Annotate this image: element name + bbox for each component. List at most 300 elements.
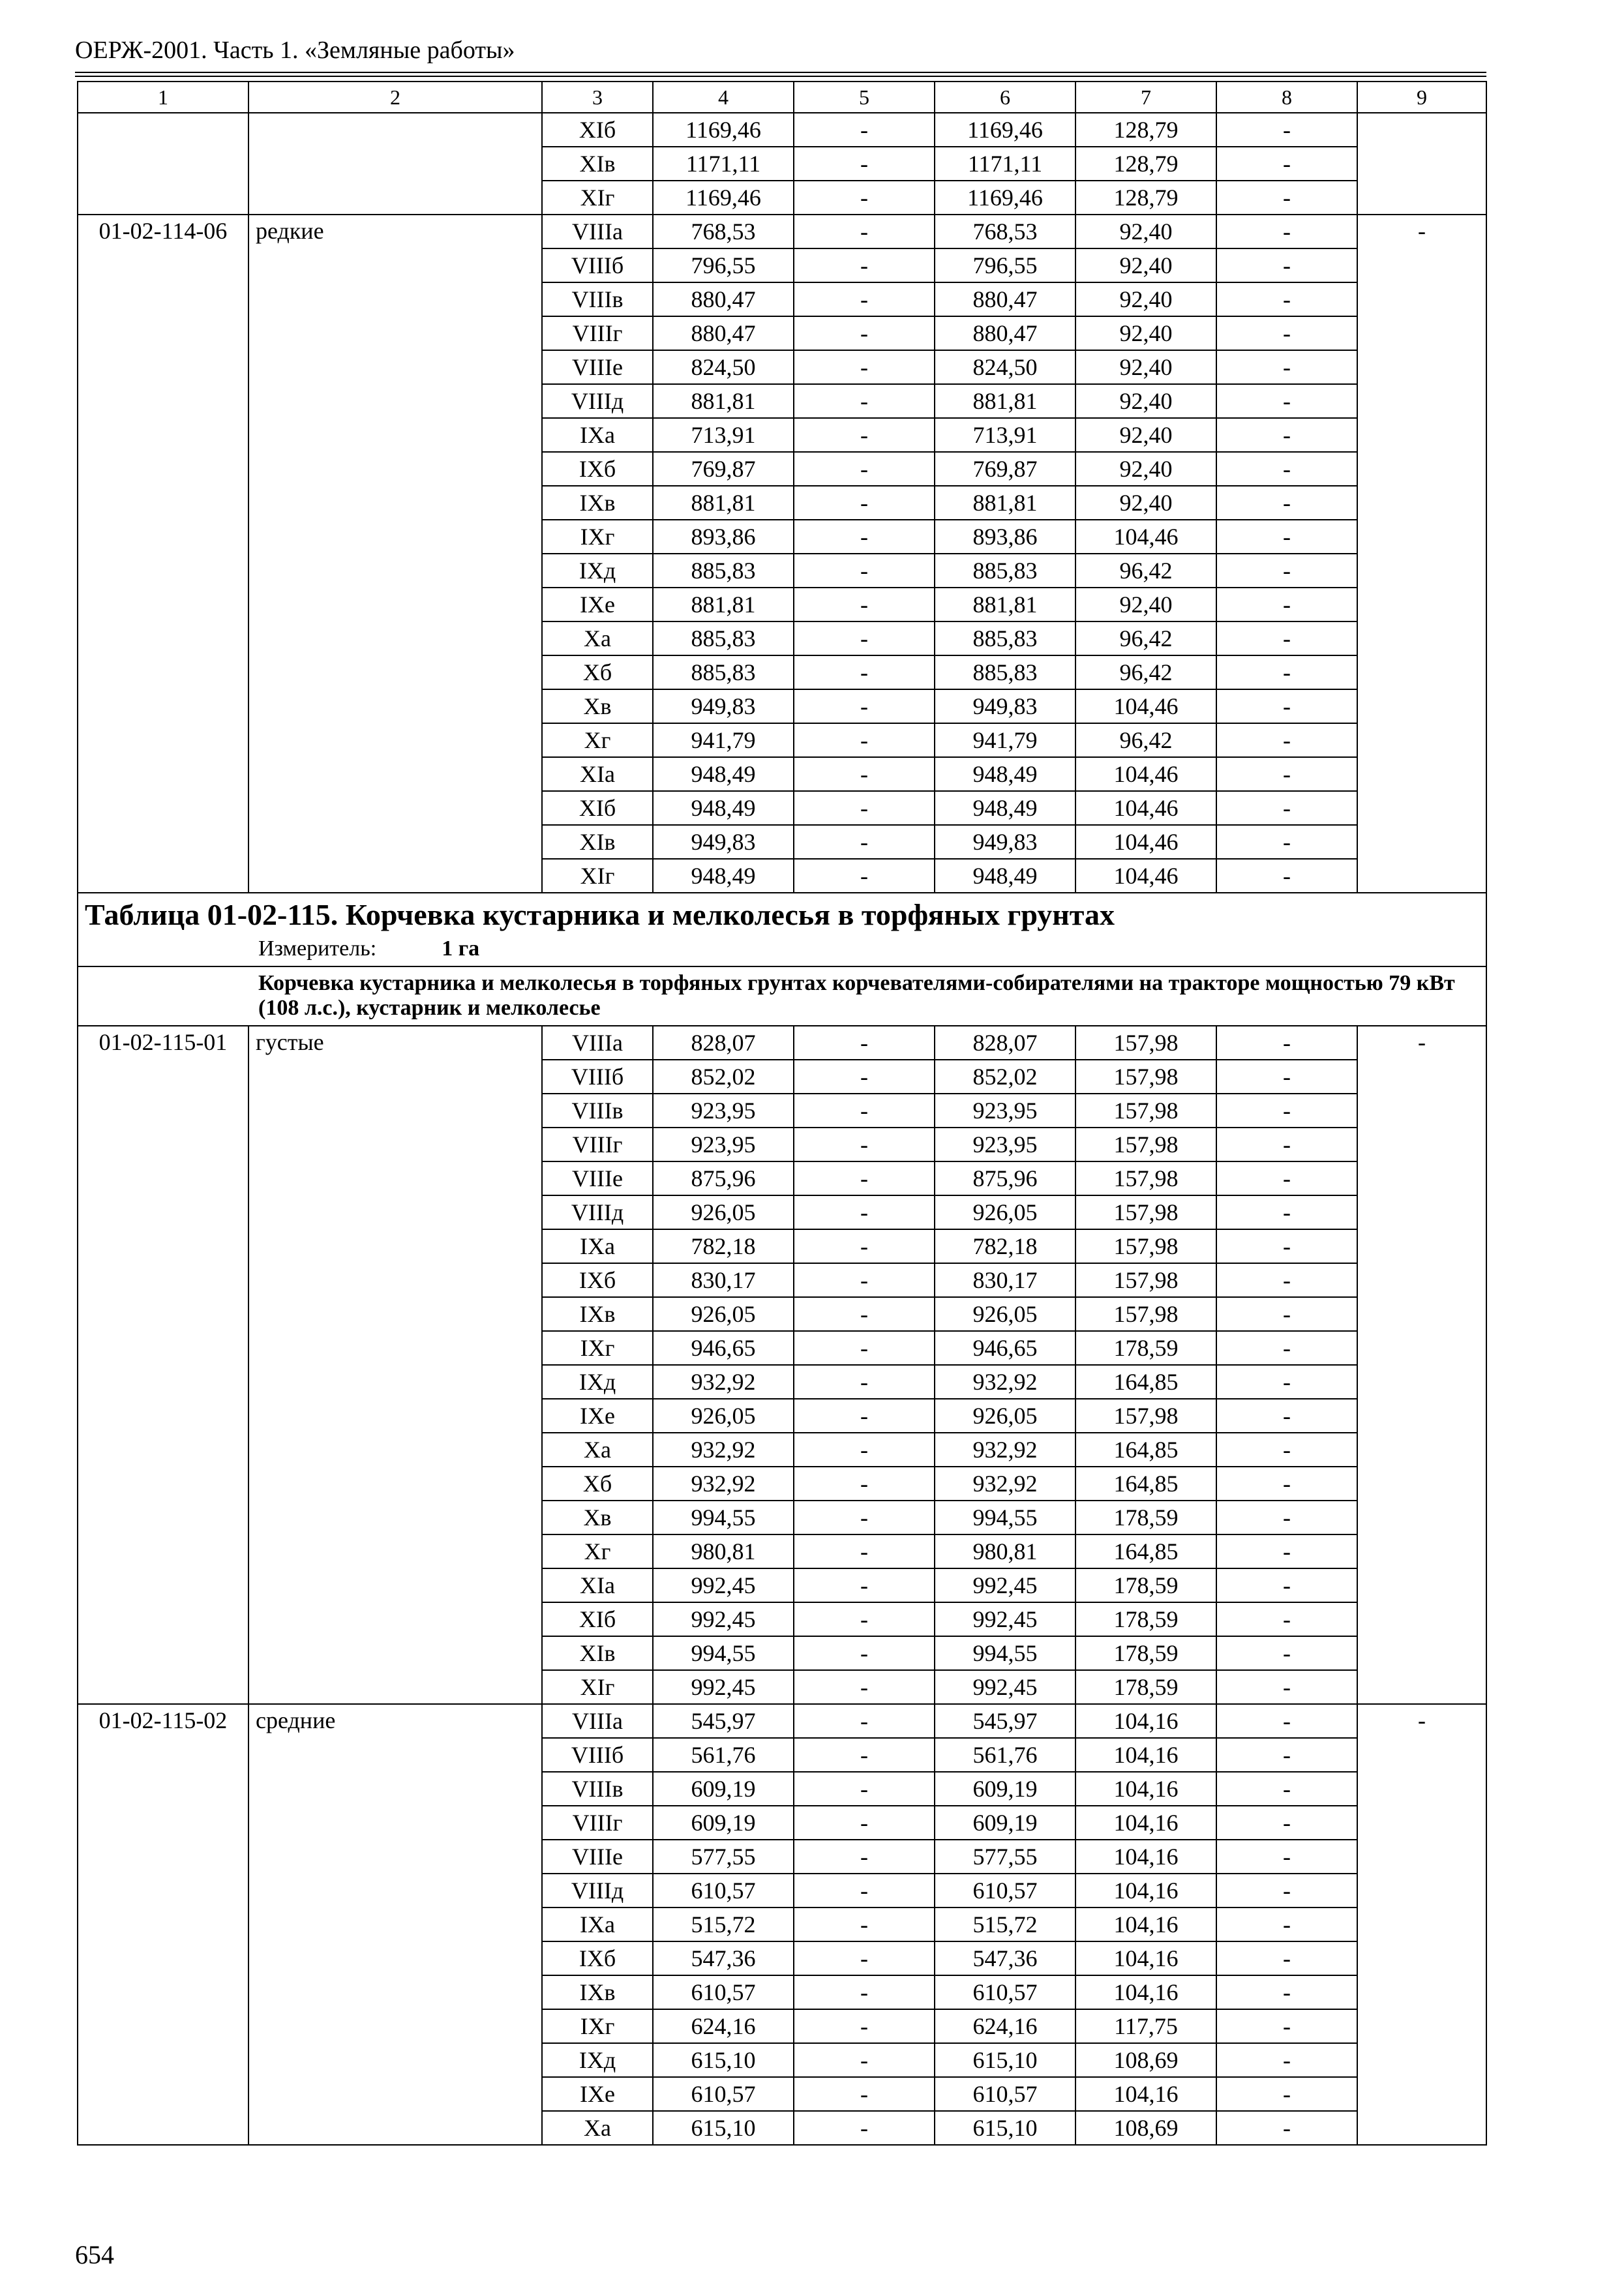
value-cell: 104,46 <box>1075 689 1216 723</box>
value-cell: 545,97 <box>653 1704 794 1738</box>
soil-category-cell: Xа <box>542 1433 653 1467</box>
soil-category-cell: IXа <box>542 1908 653 1941</box>
soil-category-cell: VIIIг <box>542 316 653 350</box>
value-cell: - <box>794 1738 935 1772</box>
soil-category-cell: VIIIе <box>542 1161 653 1195</box>
value-cell: - <box>1216 1738 1357 1772</box>
value-cell: 561,76 <box>653 1738 794 1772</box>
soil-category-cell: VIIIг <box>542 1128 653 1161</box>
soil-category-cell: VIIIб <box>542 1060 653 1094</box>
value-cell: 948,49 <box>935 757 1075 791</box>
value-cell: 609,19 <box>935 1772 1075 1806</box>
value-cell: - <box>794 1161 935 1195</box>
item-name <box>248 113 542 215</box>
value-cell: - <box>794 757 935 791</box>
value-cell: 769,87 <box>653 452 794 486</box>
value-cell: - <box>1216 1534 1357 1568</box>
value-cell: 104,46 <box>1075 791 1216 825</box>
value-cell: - <box>794 1874 935 1908</box>
value-cell: - <box>1216 825 1357 859</box>
value-cell: 992,45 <box>935 1568 1075 1602</box>
value-cell: 609,19 <box>653 1806 794 1840</box>
value-cell: 926,05 <box>653 1399 794 1433</box>
value-cell <box>1357 113 1486 215</box>
soil-category-cell: IXд <box>542 554 653 588</box>
value-cell: - <box>794 588 935 621</box>
value-cell: 178,59 <box>1075 1670 1216 1704</box>
value-cell: 610,57 <box>935 1975 1075 2009</box>
value-cell: - <box>1357 215 1486 893</box>
value-cell: - <box>794 1433 935 1467</box>
value-cell: 769,87 <box>935 452 1075 486</box>
soil-category-cell: XIг <box>542 181 653 215</box>
value-cell: - <box>794 689 935 723</box>
value-cell: - <box>1216 1941 1357 1975</box>
column-number: 6 <box>935 82 1075 113</box>
value-cell: - <box>1216 621 1357 655</box>
value-cell: - <box>1216 1670 1357 1704</box>
value-cell: 881,81 <box>935 588 1075 621</box>
value-cell: - <box>1216 1026 1357 1060</box>
value-cell: - <box>1216 554 1357 588</box>
value-cell: 926,05 <box>935 1195 1075 1229</box>
value-cell: 610,57 <box>653 1975 794 2009</box>
value-cell: 561,76 <box>935 1738 1075 1772</box>
table-title: Таблица 01-02-115. Корчевка кустарника и мелколесья в торфяных грунтах <box>85 898 1115 931</box>
value-cell: 104,46 <box>1075 757 1216 791</box>
value-cell: - <box>794 520 935 554</box>
item-code <box>78 113 248 215</box>
value-cell: 117,75 <box>1075 2009 1216 2043</box>
value-cell: 157,98 <box>1075 1195 1216 1229</box>
value-cell: - <box>1216 689 1357 723</box>
value-cell: - <box>1216 1772 1357 1806</box>
meter-label: Измеритель: <box>258 936 377 961</box>
value-cell: 880,47 <box>935 282 1075 316</box>
table-row <box>78 113 1486 147</box>
soil-category-cell: XIв <box>542 1636 653 1670</box>
value-cell: 104,16 <box>1075 1874 1216 1908</box>
table-row <box>78 215 1486 248</box>
value-cell: - <box>794 452 935 486</box>
value-cell: 923,95 <box>653 1128 794 1161</box>
value-cell: - <box>794 1704 935 1738</box>
value-cell: 992,45 <box>653 1670 794 1704</box>
value-cell: 104,16 <box>1075 1840 1216 1874</box>
value-cell: - <box>1216 350 1357 384</box>
value-cell: - <box>794 384 935 418</box>
value-cell: 609,19 <box>653 1772 794 1806</box>
value-cell: 609,19 <box>935 1806 1075 1840</box>
value-cell: 932,92 <box>935 1467 1075 1501</box>
soil-category-cell: XIа <box>542 757 653 791</box>
value-cell: 157,98 <box>1075 1026 1216 1060</box>
value-cell: - <box>1216 588 1357 621</box>
value-cell: - <box>1216 452 1357 486</box>
value-cell: 932,92 <box>935 1365 1075 1399</box>
value-cell: 178,59 <box>1075 1568 1216 1602</box>
soil-category-cell: IXа <box>542 418 653 452</box>
value-cell: 948,49 <box>653 859 794 893</box>
value-cell: - <box>794 181 935 215</box>
value-cell: - <box>1357 1026 1486 1704</box>
value-cell: - <box>794 859 935 893</box>
item-name: средние <box>248 1704 542 2145</box>
value-cell: - <box>1216 2043 1357 2077</box>
value-cell: 923,95 <box>653 1094 794 1128</box>
value-cell: - <box>794 621 935 655</box>
value-cell: 852,02 <box>653 1060 794 1094</box>
value-cell: - <box>794 1094 935 1128</box>
soil-category-cell: VIIIа <box>542 215 653 248</box>
soil-category-cell: IXб <box>542 1263 653 1297</box>
value-cell: 824,50 <box>935 350 1075 384</box>
value-cell: 949,83 <box>653 689 794 723</box>
value-cell: 104,16 <box>1075 1738 1216 1772</box>
value-cell: 932,92 <box>935 1433 1075 1467</box>
value-cell: 1169,46 <box>653 181 794 215</box>
value-cell: 577,55 <box>935 1840 1075 1874</box>
value-cell: 881,81 <box>935 486 1075 520</box>
value-cell: 824,50 <box>653 350 794 384</box>
value-cell: 949,83 <box>935 825 1075 859</box>
soil-category-cell: VIIIв <box>542 282 653 316</box>
value-cell: 881,81 <box>653 384 794 418</box>
value-cell: 624,16 <box>935 2009 1075 2043</box>
value-cell: 980,81 <box>935 1534 1075 1568</box>
value-cell: - <box>794 486 935 520</box>
item-name: густые <box>248 1026 542 1704</box>
value-cell: 104,16 <box>1075 1772 1216 1806</box>
value-cell: - <box>1216 1229 1357 1263</box>
value-cell: 104,16 <box>1075 1806 1216 1840</box>
value-cell: - <box>794 248 935 282</box>
value-cell: - <box>1216 1094 1357 1128</box>
value-cell: - <box>1216 1501 1357 1534</box>
value-cell: - <box>794 2111 935 2145</box>
value-cell: - <box>794 350 935 384</box>
value-cell: 980,81 <box>653 1534 794 1568</box>
value-cell: 624,16 <box>653 2009 794 2043</box>
value-cell: 875,96 <box>935 1161 1075 1195</box>
value-cell: 923,95 <box>935 1094 1075 1128</box>
value-cell: 615,10 <box>935 2111 1075 2145</box>
soil-category-cell: IXб <box>542 452 653 486</box>
value-cell: 104,46 <box>1075 859 1216 893</box>
value-cell: - <box>1216 655 1357 689</box>
value-cell: 949,83 <box>935 689 1075 723</box>
soil-category-cell: XIв <box>542 147 653 181</box>
item-code: 01-02-114-06 <box>78 215 248 893</box>
soil-category-cell: Xа <box>542 2111 653 2145</box>
value-cell: 949,83 <box>653 825 794 859</box>
value-cell: - <box>1216 316 1357 350</box>
soil-category-cell: VIIIд <box>542 384 653 418</box>
value-cell: - <box>794 1501 935 1534</box>
value-cell: - <box>1216 520 1357 554</box>
soil-category-cell: IXг <box>542 1331 653 1365</box>
table-body <box>78 82 1486 2145</box>
soil-category-cell: VIIIв <box>542 1094 653 1128</box>
value-cell: - <box>1216 1331 1357 1365</box>
value-cell: - <box>1216 384 1357 418</box>
table-section-header <box>78 893 1486 966</box>
soil-category-cell: Xг <box>542 1534 653 1568</box>
value-cell: 926,05 <box>935 1297 1075 1331</box>
value-cell: - <box>1216 282 1357 316</box>
value-cell: 828,07 <box>935 1026 1075 1060</box>
value-cell: - <box>1216 1399 1357 1433</box>
value-cell: 1169,46 <box>935 181 1075 215</box>
value-cell: - <box>794 2009 935 2043</box>
value-cell: 615,10 <box>653 2043 794 2077</box>
value-cell: - <box>794 1908 935 1941</box>
soil-category-cell: VIIIа <box>542 1704 653 1738</box>
soil-category-cell: XIа <box>542 1568 653 1602</box>
value-cell: 885,83 <box>935 554 1075 588</box>
value-cell: 932,92 <box>653 1433 794 1467</box>
value-cell: 994,55 <box>653 1636 794 1670</box>
value-cell: 926,05 <box>935 1399 1075 1433</box>
soil-category-cell: VIIIе <box>542 350 653 384</box>
value-cell: 92,40 <box>1075 316 1216 350</box>
value-cell: 610,57 <box>935 1874 1075 1908</box>
value-cell: 796,55 <box>653 248 794 282</box>
value-cell: - <box>1216 1568 1357 1602</box>
value-cell: 108,69 <box>1075 2111 1216 2145</box>
soil-category-cell: XIв <box>542 825 653 859</box>
value-cell: 828,07 <box>653 1026 794 1060</box>
soil-category-cell: VIIIд <box>542 1874 653 1908</box>
value-cell: - <box>794 282 935 316</box>
value-cell: 880,47 <box>935 316 1075 350</box>
column-number: 2 <box>248 82 542 113</box>
value-cell: 157,98 <box>1075 1399 1216 1433</box>
value-cell: - <box>794 1840 935 1874</box>
value-cell: 713,91 <box>653 418 794 452</box>
value-cell: - <box>794 418 935 452</box>
value-cell: 885,83 <box>935 655 1075 689</box>
value-cell: 948,49 <box>653 757 794 791</box>
value-cell: - <box>1216 1636 1357 1670</box>
value-cell: 515,72 <box>935 1908 1075 1941</box>
value-cell: 941,79 <box>653 723 794 757</box>
value-cell: 1169,46 <box>935 113 1075 147</box>
value-cell: 96,42 <box>1075 621 1216 655</box>
value-cell: 992,45 <box>653 1602 794 1636</box>
value-cell: 164,85 <box>1075 1433 1216 1467</box>
value-cell: - <box>794 655 935 689</box>
value-cell: 946,65 <box>935 1331 1075 1365</box>
value-cell: - <box>794 1975 935 2009</box>
value-cell: 108,69 <box>1075 2043 1216 2077</box>
value-cell: 96,42 <box>1075 655 1216 689</box>
value-cell: - <box>794 554 935 588</box>
value-cell: 92,40 <box>1075 588 1216 621</box>
value-cell: 547,36 <box>653 1941 794 1975</box>
value-cell: - <box>1216 215 1357 248</box>
column-number: 7 <box>1075 82 1216 113</box>
value-cell: 92,40 <box>1075 418 1216 452</box>
value-cell: 880,47 <box>653 282 794 316</box>
value-cell: 830,17 <box>653 1263 794 1297</box>
value-cell: - <box>794 1195 935 1229</box>
table-row <box>78 1704 1486 1738</box>
soil-category-cell: Xг <box>542 723 653 757</box>
soil-category-cell: IXв <box>542 1975 653 2009</box>
value-cell: 157,98 <box>1075 1128 1216 1161</box>
value-cell: - <box>1216 1840 1357 1874</box>
value-cell: - <box>794 723 935 757</box>
soil-category-cell: VIIIб <box>542 1738 653 1772</box>
value-cell: - <box>794 1365 935 1399</box>
value-cell: - <box>794 1602 935 1636</box>
soil-category-cell: VIIIд <box>542 1195 653 1229</box>
value-cell: - <box>1216 486 1357 520</box>
value-cell: 615,10 <box>935 2043 1075 2077</box>
value-cell: 92,40 <box>1075 248 1216 282</box>
value-cell: 92,40 <box>1075 282 1216 316</box>
value-cell: 104,16 <box>1075 1704 1216 1738</box>
value-cell: 893,86 <box>653 520 794 554</box>
value-cell: 923,95 <box>935 1128 1075 1161</box>
value-cell: - <box>794 1331 935 1365</box>
value-cell: 157,98 <box>1075 1297 1216 1331</box>
value-cell: 881,81 <box>653 588 794 621</box>
value-cell: 893,86 <box>935 520 1075 554</box>
column-number: 8 <box>1216 82 1357 113</box>
soil-category-cell: IXа <box>542 1229 653 1263</box>
page-number: 654 <box>75 2240 114 2269</box>
meter-line <box>85 936 1486 963</box>
value-cell: 881,81 <box>653 486 794 520</box>
value-cell: - <box>1357 1704 1486 2145</box>
value-cell: 885,83 <box>935 621 1075 655</box>
value-cell: 104,46 <box>1075 825 1216 859</box>
value-cell: - <box>1216 418 1357 452</box>
value-cell: 164,85 <box>1075 1467 1216 1501</box>
table-row <box>78 1026 1486 1060</box>
value-cell: 104,46 <box>1075 520 1216 554</box>
value-cell: 875,96 <box>653 1161 794 1195</box>
value-cell: - <box>1216 859 1357 893</box>
value-cell: 994,55 <box>935 1501 1075 1534</box>
value-cell: 885,83 <box>653 554 794 588</box>
value-cell: 768,53 <box>935 215 1075 248</box>
value-cell: - <box>1216 1975 1357 2009</box>
value-cell: - <box>794 1297 935 1331</box>
value-cell: 926,05 <box>653 1195 794 1229</box>
value-cell: - <box>1216 113 1357 147</box>
value-cell: - <box>794 1806 935 1840</box>
value-cell: - <box>794 113 935 147</box>
value-cell: 880,47 <box>653 316 794 350</box>
value-cell: - <box>794 1467 935 1501</box>
soil-category-cell: Xа <box>542 621 653 655</box>
soil-category-cell: Xв <box>542 689 653 723</box>
value-cell: - <box>1216 1263 1357 1297</box>
value-cell: - <box>1216 1602 1357 1636</box>
soil-category-cell: IXг <box>542 520 653 554</box>
soil-category-cell: VIIIг <box>542 1806 653 1840</box>
value-cell: - <box>1216 1874 1357 1908</box>
value-cell: - <box>1216 248 1357 282</box>
column-number: 5 <box>794 82 935 113</box>
column-number: 9 <box>1357 82 1486 113</box>
value-cell: - <box>1216 1365 1357 1399</box>
soil-category-cell: VIIIб <box>542 248 653 282</box>
value-cell: - <box>794 1568 935 1602</box>
value-cell: 932,92 <box>653 1467 794 1501</box>
value-cell: - <box>1216 2077 1357 2111</box>
value-cell: - <box>1216 1195 1357 1229</box>
value-cell: - <box>1216 1433 1357 1467</box>
value-cell: - <box>1216 791 1357 825</box>
value-cell: - <box>1216 1806 1357 1840</box>
soil-category-cell: IXд <box>542 2043 653 2077</box>
item-code: 01-02-115-01 <box>78 1026 248 1704</box>
value-cell: 885,83 <box>653 621 794 655</box>
value-cell: - <box>794 1060 935 1094</box>
value-cell: 782,18 <box>653 1229 794 1263</box>
value-cell: 96,42 <box>1075 723 1216 757</box>
meter-value: 1 га <box>442 936 480 961</box>
value-cell: - <box>1216 1704 1357 1738</box>
value-cell: 92,40 <box>1075 350 1216 384</box>
value-cell: 92,40 <box>1075 486 1216 520</box>
table-description-row <box>78 966 1486 1025</box>
value-cell: 157,98 <box>1075 1094 1216 1128</box>
estimate-table <box>77 81 1487 2146</box>
value-cell: - <box>794 825 935 859</box>
column-number: 1 <box>78 82 248 113</box>
soil-category-cell: IXд <box>542 1365 653 1399</box>
value-cell: - <box>794 215 935 248</box>
value-cell: 157,98 <box>1075 1263 1216 1297</box>
value-cell: - <box>794 1026 935 1060</box>
value-cell: 830,17 <box>935 1263 1075 1297</box>
value-cell: 157,98 <box>1075 1229 1216 1263</box>
value-cell: 104,16 <box>1075 1908 1216 1941</box>
value-cell: - <box>1216 2111 1357 2145</box>
value-cell: 128,79 <box>1075 147 1216 181</box>
value-cell: 178,59 <box>1075 1602 1216 1636</box>
soil-category-cell: Xб <box>542 655 653 689</box>
soil-category-cell: VIIIе <box>542 1840 653 1874</box>
value-cell: - <box>794 1772 935 1806</box>
value-cell: - <box>794 1636 935 1670</box>
value-cell: 610,57 <box>653 2077 794 2111</box>
value-cell: 128,79 <box>1075 181 1216 215</box>
soil-category-cell: Xб <box>542 1467 653 1501</box>
soil-category-cell: IXб <box>542 1941 653 1975</box>
value-cell: 178,59 <box>1075 1331 1216 1365</box>
item-name: редкие <box>248 215 542 893</box>
value-cell: 948,49 <box>935 859 1075 893</box>
table-section-row <box>78 893 1486 966</box>
value-cell: 994,55 <box>653 1501 794 1534</box>
value-cell: 545,97 <box>935 1704 1075 1738</box>
item-code: 01-02-115-02 <box>78 1704 248 2145</box>
value-cell: - <box>794 1263 935 1297</box>
value-cell: - <box>1216 1297 1357 1331</box>
value-cell: - <box>794 147 935 181</box>
value-cell: 577,55 <box>653 1840 794 1874</box>
soil-category-cell: XIб <box>542 113 653 147</box>
value-cell: 104,16 <box>1075 1941 1216 1975</box>
soil-category-cell: Xв <box>542 1501 653 1534</box>
value-cell: - <box>1216 723 1357 757</box>
